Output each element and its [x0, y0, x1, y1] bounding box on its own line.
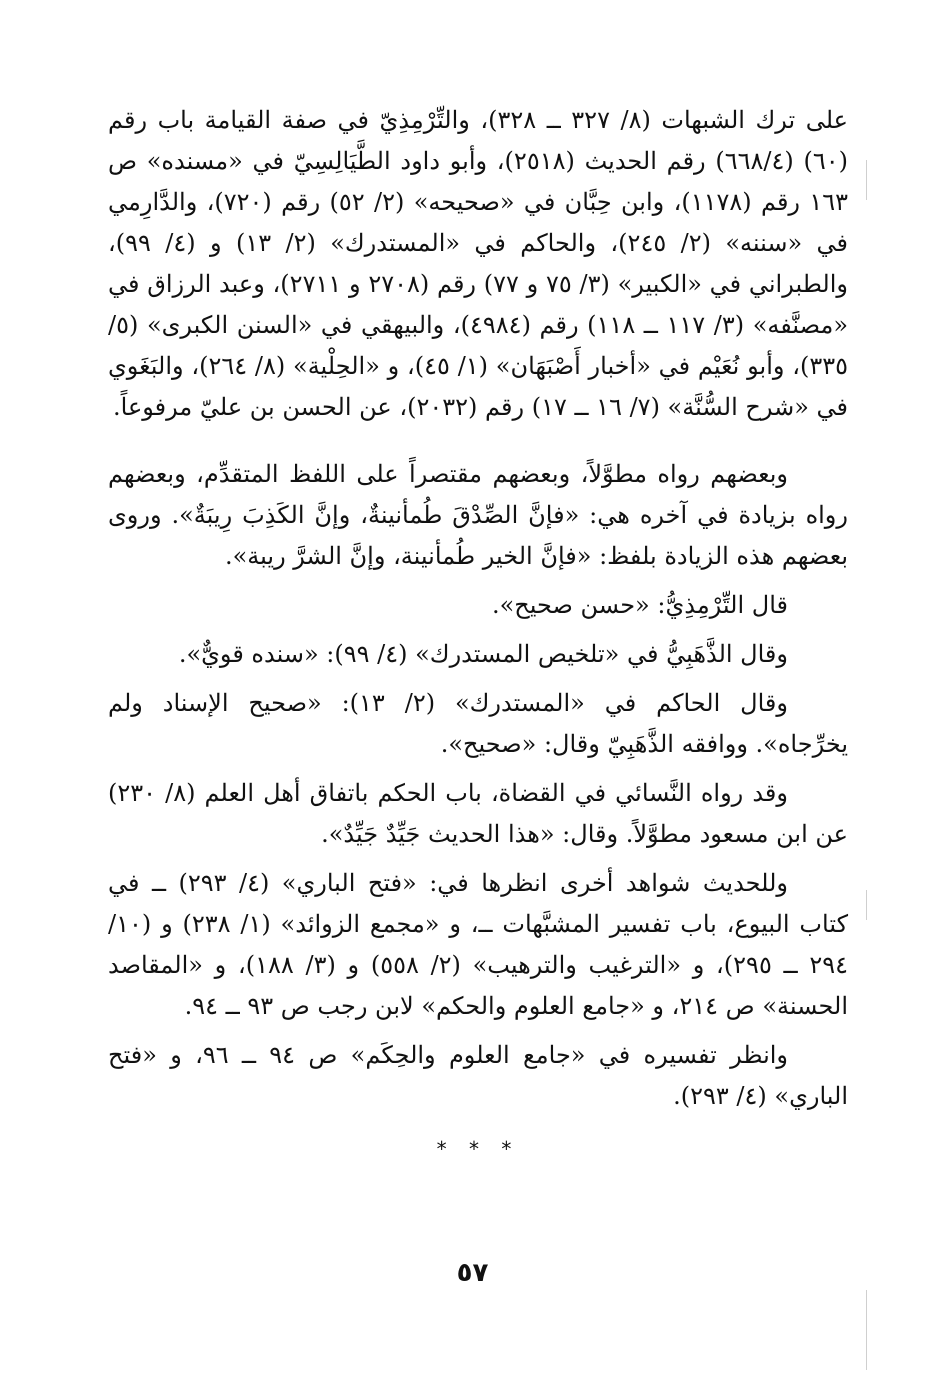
footnote-continuation-paragraph: على ترك الشبهات (٨/ ٣٢٧ ــ ٣٢٨)، والتِّرْمِذِيّ في صفة القيامة باب رقم (٦٠) (٦٦٨/٤) رقم الحديث (٢٥١٨)، وأبو داود الطَّيَالِسِيّ في «مسنده» ص ١٦٣ رقم (١١٧٨)، وابن حِبَّان في «صحيحه» (٢/ ٥٢) رقم (٧٢٠)، والدَّارِمي في «سننه» (٢/ ٢٤٥)، والحاكم في «المستدرك» (٢/ ١٣) و (٤/ ٩٩)، والطبراني في «الكبير» (٣/ ٧٥ و ٧٧) رقم (٢٧٠٨ و ٢٧١١)، وعبد الرزاق في «مصنَّفه» (٣/ ١١٧ ــ ١١٨) رقم (٤٩٨٤)، والبيهقي في «السنن الكبرى» (٥/ ٣٣٥)، وأبو نُعَيْم في «أخبار أَصْبَهَان» (١/ ٤٥)، و «الحِلْية» (٨/ ٢٦٤)، والبَغَوي في «شرح السُّنَّة» (٧/ ١٦ ــ ١٧) رقم (٢٠٣٢)، عن الحسن بن عليّ مرفوعاً. — [108, 106, 849, 421]
paragraph-variants: وبعضهم رواه مطوَّلاً، وبعضهم مقتصراً على اللفظ المتقدِّم، وبعضهم رواه بزيادة في آخره هي: «فإنَّ الصِّدْقَ طُمأنينةٌ، وإنَّ الكَذِبَ رِيبَةٌ». وروى بعضهم هذه الزيادة بلفظ: «فإنَّ الخير طُمأنينة، وإنَّ الشرَّ ريبة». — [108, 460, 848, 570]
paragraph-gap — [108, 577, 848, 585]
paragraph-gap — [108, 626, 848, 634]
paragraph-nasai-narration: وقد رواه النَّسائي في القضاة، باب الحكم باتفاق أهل العلم (٨/ ٢٣٠) عن ابن مسعود مطوَّلاً. وقال: «هذا الحديث جَيِّدٌ جَيِّدٌ». — [108, 779, 848, 848]
paragraph-gap — [108, 675, 848, 683]
paragraph-dhahabi-grading: وقال الذَّهَبِيُّ في «تلخيص المستدرك» (٤/ ٩٩): «سنده قويٌّ». — [178, 640, 788, 668]
paragraph-tirmidhi-grading: قال التِّرْمِذِيُّ: «حسن صحيح». — [491, 591, 788, 619]
page-number: ٥٧ — [456, 1258, 489, 1288]
paragraph-hakim-grading: وقال الحاكم في «المستدرك» (٢/ ١٣): «صحيح الإسناد ولم يخرِّجاه». ووافقه الذَّهَبِيّ وقال: «صحيح». — [108, 689, 848, 758]
paragraph-gap — [108, 765, 848, 773]
page-text-block — [108, 100, 848, 1170]
scan-edge-mark — [866, 1290, 867, 1370]
paragraph-see-explanation: وانظر تفسيره في «جامع العلوم والحِكَم» ص ٩٤ ــ ٩٦، و «فتح الباري» (٤/ ٢٩٣). — [108, 1041, 848, 1110]
paragraph-gap — [108, 855, 848, 863]
scan-edge-mark — [866, 160, 867, 200]
section-separator: * * * — [436, 1137, 520, 1161]
scan-edge-mark — [866, 890, 867, 920]
paragraph-gap — [108, 1027, 848, 1035]
paragraph-gap — [108, 428, 848, 454]
paragraph-supporting-evidence: وللحديث شواهد أخرى انظرها في: «فتح الباري» (٤/ ٢٩٣) ــ في كتاب البيوع، باب تفسير المشبَّهات ــ، و «مجمع الزوائد» (١/ ٢٣٨) و (١٠/ ٢٩٤ ــ ٢٩٥)، و «الترغيب والترهيب» (٢/ ٥٥٨) و (٣/ ١٨٨)، و «المقاصد الحسنة» ص ٢١٤، و «جامع العلوم والحكم» لابن رجب ص ٩٣ ــ ٩٤. — [108, 869, 848, 1020]
